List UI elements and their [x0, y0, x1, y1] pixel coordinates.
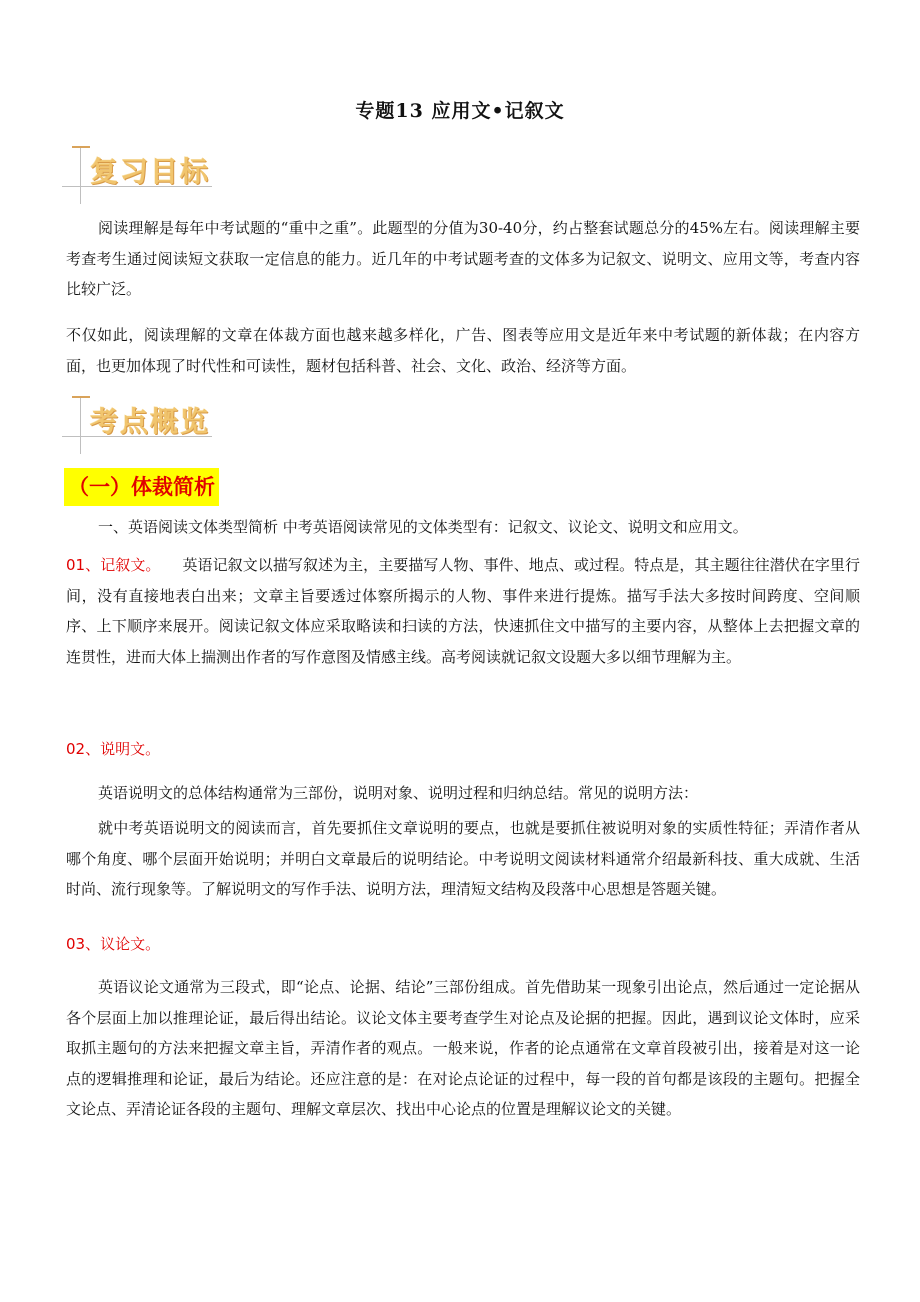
genre-analysis-heading: （一）体裁简析: [64, 468, 219, 506]
banner-accent: [72, 396, 90, 406]
argumentative-paragraph: 英语议论文通常为三段式，即“论点、论据、结论”三部份组成。首先借助某一现象引出论点，然后通过一定论据从各个层面上加以推理论证，最后得出结论。议论文体主要考查学生对论点及论据的把握。因此，遇到议论文体时，应采取抓主题句的方法来把握文章主旨，弄清作者的观点。一般来说，作者的论点通常在文章首段被引出，接着是对这一论点的逻辑推理和论证，最后为结论。还应注意的是：在对论点论证的过程中，每一段的首句都是该段的主题句。把握全文论点、弄清论证各段的主题句、理解文章层次、找出中心论点的位置是理解议论文的关键。: [66, 978, 860, 1118]
section-banner-review-goals: [62, 146, 252, 206]
genre-intro-paragraph: 一、英语阅读文体类型简析 中考英语阅读常见的文体类型有：记叙文、议论文、说明文和应用文。: [98, 518, 748, 536]
intro-paragraph-1: 阅读理解是每年中考试题的“重中之重”。此题型的分值为30-40分，约占整套试题总分的45%左右。阅读理解主要考查考生通过阅读短文获取一定信息的能力。近几年的中考试题考查的文体多为记叙文、说明文、应用文等，考查内容比较广泛。: [66, 219, 860, 298]
banner-label: 复习目标: [90, 155, 211, 188]
narrative-text: 英语记叙文以描写叙述为主，主要描写人物、事件、地点、或过程。特点是，其主题往往潜伏在字里行间，没有直接地表白出来；文章主旨要透过体察所揭示的人物、事件来进行提炼。描写手法大多按时间跨度、空间顺序、上下顺序来展开。阅读记叙文体应采取略读和扫读的方法，快速抓住文中描写的主要内容，从整体上去把握文章的连贯性，进而大体上揣测出作者的写作意图及情感主线。高考阅读就记叙文设题大多以细节理解为主。: [66, 556, 860, 666]
expository-paragraph-2: 就中考英语说明文的阅读而言，首先要抓住文章说明的要点，也就是要抓住被说明对象的实质性特征；弄清作者从哪个角度、哪个层面开始说明；并明白文章最后的说明结论。中考说明文阅读材料通常介绍最新科技、重大成就、生活时尚、流行现象等。了解说明文的写作手法、说明方法，理清短文结构及段落中心思想是答题关键。: [66, 819, 860, 898]
intro-paragraph-2: 不仅如此，阅读理解的文章在体裁方面也越来越多样化，广告、图表等应用文是近年来中考试题的新体裁；在内容方面，也更加体现了时代性和可读性，题材包括科普、社会、文化、政治、经济等方面。: [66, 326, 860, 375]
expository-heading: [66, 738, 160, 759]
section-banner-overview: [62, 396, 252, 456]
banner-accent: [72, 146, 90, 156]
document-title: 专题13 应用文•记叙文: [355, 100, 565, 122]
argumentative-label: 03、议论文。: [66, 935, 161, 953]
banner-label: 考点概览: [90, 405, 211, 438]
argumentative-heading: [66, 933, 160, 954]
narrative-label: 01、记叙文。: [66, 556, 161, 574]
expository-paragraph-1: 英语说明文的总体结构通常为三部份，说明对象、说明过程和归纳总结。常见的说明方法：: [98, 784, 699, 802]
narrative-paragraph: [66, 550, 860, 672]
expository-label: 02、说明文。: [66, 740, 161, 758]
